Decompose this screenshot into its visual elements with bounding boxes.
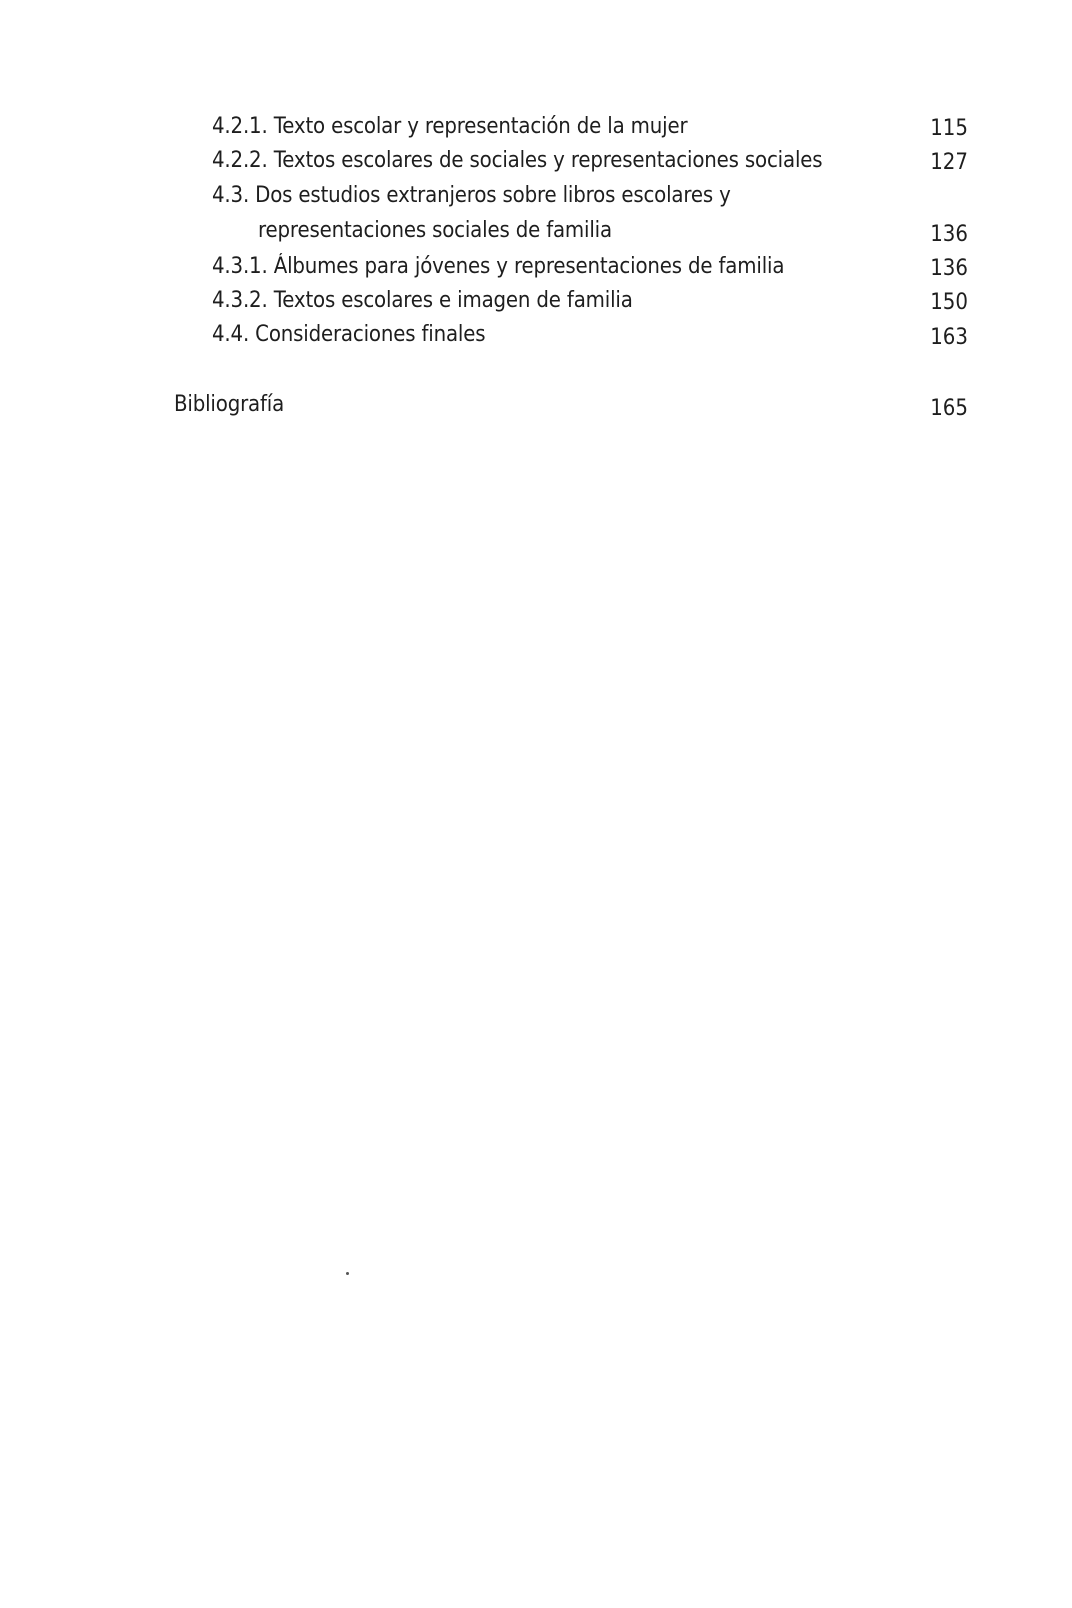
toc-entry-bibliografia: Bibliografía: [174, 392, 285, 417]
toc-page-4-2-2: 127: [930, 150, 968, 175]
scan-speck: [346, 1272, 349, 1275]
toc-entry-4-4: 4.4. Consideraciones finales: [212, 322, 486, 347]
toc-page-4-3: 136: [930, 222, 968, 247]
toc-entry-4-3-2: 4.3.2. Textos escolares e imagen de familia: [212, 288, 633, 313]
toc-page-4-2-1: 115: [930, 116, 968, 141]
toc-page-4-3-1: 136: [930, 256, 968, 281]
toc-page-bibliografia: 165: [930, 396, 968, 421]
toc-entry-4-2-2: 4.2.2. Textos escolares de sociales y representaciones sociales: [212, 148, 823, 173]
toc-entry-4-2-1: 4.2.1. Texto escolar y representación de la mujer: [212, 114, 688, 139]
toc-entry-4-3-1: 4.3.1. Álbumes para jóvenes y representaciones de familia: [212, 254, 785, 279]
toc-page-4-4: 163: [930, 325, 968, 350]
toc-entry-4-3: 4.3. Dos estudios extranjeros sobre libros escolares y: [212, 183, 731, 208]
toc-entry-4-3-continued: representaciones sociales de familia: [258, 218, 612, 243]
toc-page-4-3-2: 150: [930, 290, 968, 315]
